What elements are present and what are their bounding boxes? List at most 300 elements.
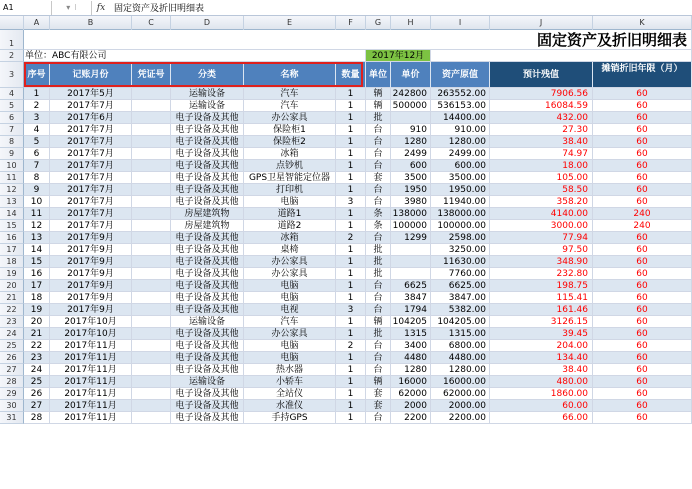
table-cell[interactable]: 77.94: [490, 232, 593, 244]
table-cell[interactable]: 1: [336, 136, 366, 148]
row-header-5[interactable]: 5: [0, 100, 24, 112]
table-cell[interactable]: 电子设备及其他: [171, 328, 244, 340]
table-cell[interactable]: 2017年9月: [50, 280, 132, 292]
table-cell[interactable]: 134.40: [490, 352, 593, 364]
header-7[interactable]: 单位: [366, 62, 391, 88]
table-cell[interactable]: 3847.00: [431, 292, 490, 304]
row-header-17[interactable]: 17: [0, 244, 24, 256]
row-header-14[interactable]: 14: [0, 208, 24, 220]
table-cell[interactable]: 小轿车: [244, 376, 336, 388]
table-cell[interactable]: 1: [336, 316, 366, 328]
table-cell[interactable]: 套: [366, 172, 391, 184]
table-cell[interactable]: 6625: [391, 280, 431, 292]
table-cell[interactable]: 115.41: [490, 292, 593, 304]
table-cell[interactable]: 2: [336, 340, 366, 352]
table-cell[interactable]: 2017年9月: [50, 304, 132, 316]
header-4[interactable]: 分类: [171, 62, 244, 88]
table-cell[interactable]: 60: [593, 292, 692, 304]
column-header-g[interactable]: G: [366, 16, 391, 30]
row-header-26[interactable]: 26: [0, 352, 24, 364]
row-header-10[interactable]: 10: [0, 160, 24, 172]
table-cell[interactable]: 21: [24, 328, 50, 340]
table-cell[interactable]: 辆: [366, 88, 391, 100]
table-cell[interactable]: 232.80: [490, 268, 593, 280]
row-header-11[interactable]: 11: [0, 172, 24, 184]
row-header-6[interactable]: 6: [0, 112, 24, 124]
table-cell[interactable]: 4480.00: [431, 352, 490, 364]
table-cell[interactable]: 台: [366, 412, 391, 424]
table-cell[interactable]: 电子设备及其他: [171, 232, 244, 244]
table-cell[interactable]: 台: [366, 196, 391, 208]
table-cell[interactable]: [391, 268, 431, 280]
table-cell[interactable]: 台: [366, 292, 391, 304]
table-cell[interactable]: 台: [366, 304, 391, 316]
table-cell[interactable]: 138000: [391, 208, 431, 220]
table-cell[interactable]: 3126.15: [490, 316, 593, 328]
table-cell[interactable]: 1794: [391, 304, 431, 316]
table-cell[interactable]: 104205: [391, 316, 431, 328]
table-cell[interactable]: 道路1: [244, 208, 336, 220]
table-cell[interactable]: [132, 220, 171, 232]
table-cell[interactable]: 3: [24, 112, 50, 124]
table-cell[interactable]: 批: [366, 256, 391, 268]
table-cell[interactable]: 2017年10月: [50, 328, 132, 340]
table-cell[interactable]: 道路2: [244, 220, 336, 232]
table-cell[interactable]: 1: [336, 292, 366, 304]
row-header-4[interactable]: 4: [0, 88, 24, 100]
table-cell[interactable]: 2017年11月: [50, 412, 132, 424]
row-header-24[interactable]: 24: [0, 328, 24, 340]
table-cell[interactable]: 电子设备及其他: [171, 292, 244, 304]
table-cell[interactable]: 18.00: [490, 160, 593, 172]
table-cell[interactable]: GPS卫星智能定位器: [244, 172, 336, 184]
table-cell[interactable]: 2: [24, 100, 50, 112]
table-cell[interactable]: 办公家具: [244, 328, 336, 340]
table-cell[interactable]: 电子设备及其他: [171, 112, 244, 124]
table-cell[interactable]: 2000.00: [431, 400, 490, 412]
table-cell[interactable]: 台: [366, 364, 391, 376]
table-cell[interactable]: [132, 136, 171, 148]
column-header-f[interactable]: F: [336, 16, 366, 30]
table-cell[interactable]: 2000: [391, 400, 431, 412]
table-cell[interactable]: 16000.00: [431, 376, 490, 388]
table-cell[interactable]: 358.20: [490, 196, 593, 208]
table-cell[interactable]: 600.00: [431, 160, 490, 172]
table-cell[interactable]: 电子设备及其他: [171, 412, 244, 424]
table-cell[interactable]: 电子设备及其他: [171, 280, 244, 292]
column-header-k[interactable]: K: [593, 16, 692, 30]
table-cell[interactable]: 100000.00: [431, 220, 490, 232]
table-cell[interactable]: [132, 316, 171, 328]
table-cell[interactable]: 条: [366, 220, 391, 232]
table-cell[interactable]: 电子设备及其他: [171, 148, 244, 160]
table-cell[interactable]: 1: [336, 280, 366, 292]
table-cell[interactable]: 6625.00: [431, 280, 490, 292]
row-header-23[interactable]: 23: [0, 316, 24, 328]
table-cell[interactable]: 74.97: [490, 148, 593, 160]
table-cell[interactable]: 60: [593, 160, 692, 172]
header-10[interactable]: 预计残值: [490, 62, 593, 88]
table-cell[interactable]: 2017年7月: [50, 220, 132, 232]
table-cell[interactable]: [132, 172, 171, 184]
row-header-7[interactable]: 7: [0, 124, 24, 136]
table-cell[interactable]: 台: [366, 160, 391, 172]
table-cell[interactable]: 2017年11月: [50, 388, 132, 400]
table-cell[interactable]: 60: [593, 376, 692, 388]
formula-input[interactable]: 固定资产及折旧明细表: [114, 4, 205, 14]
table-cell[interactable]: [132, 376, 171, 388]
table-cell[interactable]: [132, 100, 171, 112]
table-cell[interactable]: 60: [593, 412, 692, 424]
table-cell[interactable]: 1: [336, 376, 366, 388]
table-cell[interactable]: 3: [336, 196, 366, 208]
table-cell[interactable]: [132, 208, 171, 220]
table-cell[interactable]: 1280.00: [431, 364, 490, 376]
table-cell[interactable]: 汽车: [244, 88, 336, 100]
table-cell[interactable]: [132, 388, 171, 400]
table-cell[interactable]: 电子设备及其他: [171, 304, 244, 316]
table-cell[interactable]: [391, 256, 431, 268]
table-cell[interactable]: 66.00: [490, 412, 593, 424]
table-cell[interactable]: 100000: [391, 220, 431, 232]
table-cell[interactable]: 20: [24, 316, 50, 328]
table-cell[interactable]: 1950.00: [431, 184, 490, 196]
table-cell[interactable]: 60: [593, 316, 692, 328]
table-cell[interactable]: 1280: [391, 136, 431, 148]
header-1[interactable]: 序号: [24, 62, 50, 88]
row-header-20[interactable]: 20: [0, 280, 24, 292]
table-cell[interactable]: 60: [593, 136, 692, 148]
table-cell[interactable]: 38.40: [490, 364, 593, 376]
table-cell[interactable]: 28: [24, 412, 50, 424]
table-cell[interactable]: 桌椅: [244, 244, 336, 256]
table-cell[interactable]: 1: [336, 220, 366, 232]
table-cell[interactable]: 27.30: [490, 124, 593, 136]
table-cell[interactable]: 台: [366, 124, 391, 136]
table-cell[interactable]: 600: [391, 160, 431, 172]
table-cell[interactable]: 1: [336, 148, 366, 160]
table-cell[interactable]: 电脑: [244, 280, 336, 292]
table-cell[interactable]: 台: [366, 352, 391, 364]
table-cell[interactable]: 1: [336, 172, 366, 184]
table-cell[interactable]: 1: [336, 112, 366, 124]
table-cell[interactable]: 536153.00: [431, 100, 490, 112]
table-cell[interactable]: [132, 244, 171, 256]
table-cell[interactable]: 批: [366, 268, 391, 280]
table-cell[interactable]: 3500.00: [431, 172, 490, 184]
table-cell[interactable]: 1: [336, 88, 366, 100]
row-header-31[interactable]: 31: [0, 412, 24, 424]
table-cell[interactable]: 1950: [391, 184, 431, 196]
table-cell[interactable]: 2017年11月: [50, 400, 132, 412]
table-cell[interactable]: 2017年11月: [50, 376, 132, 388]
table-cell[interactable]: 办公家具: [244, 268, 336, 280]
table-cell[interactable]: 电子设备及其他: [171, 364, 244, 376]
table-cell[interactable]: 60: [593, 124, 692, 136]
table-cell[interactable]: 138000.00: [431, 208, 490, 220]
table-cell[interactable]: 60: [593, 232, 692, 244]
table-cell[interactable]: 11: [24, 208, 50, 220]
table-cell[interactable]: 热水器: [244, 364, 336, 376]
table-cell[interactable]: [132, 412, 171, 424]
table-cell[interactable]: 台: [366, 148, 391, 160]
row-header-28[interactable]: 28: [0, 376, 24, 388]
row-header-15[interactable]: 15: [0, 220, 24, 232]
table-cell[interactable]: 60: [593, 256, 692, 268]
header-2[interactable]: 记账月份: [50, 62, 132, 88]
table-cell[interactable]: [132, 364, 171, 376]
row-header-2[interactable]: 2: [0, 50, 24, 62]
table-cell[interactable]: 204.00: [490, 340, 593, 352]
table-cell[interactable]: 3000.00: [490, 220, 593, 232]
table-cell[interactable]: [132, 268, 171, 280]
select-all-corner[interactable]: [0, 16, 24, 30]
table-cell[interactable]: 60: [593, 88, 692, 100]
table-cell[interactable]: 14400.00: [431, 112, 490, 124]
table-cell[interactable]: 6: [24, 148, 50, 160]
table-cell[interactable]: 60: [593, 304, 692, 316]
table-cell[interactable]: [132, 184, 171, 196]
table-cell[interactable]: 5: [24, 136, 50, 148]
table-cell[interactable]: 2200.00: [431, 412, 490, 424]
table-cell[interactable]: [132, 400, 171, 412]
table-cell[interactable]: 3980: [391, 196, 431, 208]
column-header-a[interactable]: A: [24, 16, 50, 30]
table-cell[interactable]: 电子设备及其他: [171, 400, 244, 412]
table-cell[interactable]: 1: [336, 208, 366, 220]
table-cell[interactable]: 汽车: [244, 100, 336, 112]
table-cell[interactable]: 2598.00: [431, 232, 490, 244]
table-cell[interactable]: 1: [336, 412, 366, 424]
table-cell[interactable]: 1280: [391, 364, 431, 376]
dropdown-icon[interactable]: ▾: [66, 3, 71, 12]
table-cell[interactable]: 7760.00: [431, 268, 490, 280]
table-cell[interactable]: 263552.00: [431, 88, 490, 100]
table-cell[interactable]: 7: [24, 160, 50, 172]
column-header-i[interactable]: I: [431, 16, 490, 30]
table-cell[interactable]: 1860.00: [490, 388, 593, 400]
table-cell[interactable]: [132, 256, 171, 268]
table-cell[interactable]: 运输设备: [171, 316, 244, 328]
table-cell[interactable]: 1299: [391, 232, 431, 244]
table-cell[interactable]: 60: [593, 112, 692, 124]
table-cell[interactable]: 60: [593, 268, 692, 280]
table-cell[interactable]: 批: [366, 328, 391, 340]
column-header-e[interactable]: E: [244, 16, 336, 30]
table-cell[interactable]: 电脑: [244, 196, 336, 208]
row-header-9[interactable]: 9: [0, 148, 24, 160]
table-cell[interactable]: 105.00: [490, 172, 593, 184]
table-cell[interactable]: 台: [366, 340, 391, 352]
table-cell[interactable]: 3250.00: [431, 244, 490, 256]
table-cell[interactable]: 60: [593, 400, 692, 412]
table-cell[interactable]: 2017年10月: [50, 316, 132, 328]
table-cell[interactable]: 19: [24, 304, 50, 316]
table-cell[interactable]: 1: [336, 352, 366, 364]
table-cell[interactable]: [391, 244, 431, 256]
table-cell[interactable]: 手持GPS: [244, 412, 336, 424]
table-cell[interactable]: 水准仪: [244, 400, 336, 412]
header-5[interactable]: 名称: [244, 62, 336, 88]
table-cell[interactable]: [132, 232, 171, 244]
table-cell[interactable]: 9: [24, 184, 50, 196]
table-cell[interactable]: [391, 112, 431, 124]
table-cell[interactable]: 1: [336, 256, 366, 268]
table-cell[interactable]: 电子设备及其他: [171, 340, 244, 352]
row-header-3[interactable]: 3: [0, 62, 24, 88]
table-cell[interactable]: 7906.56: [490, 88, 593, 100]
table-cell[interactable]: 1280.00: [431, 136, 490, 148]
table-cell[interactable]: 2017年11月: [50, 364, 132, 376]
table-cell[interactable]: 2017年9月: [50, 244, 132, 256]
table-cell[interactable]: 25: [24, 376, 50, 388]
table-cell[interactable]: 2017年9月: [50, 268, 132, 280]
table-cell[interactable]: 60: [593, 280, 692, 292]
table-cell[interactable]: 2017年7月: [50, 136, 132, 148]
table-cell[interactable]: 电子设备及其他: [171, 256, 244, 268]
table-cell[interactable]: 4480: [391, 352, 431, 364]
header-11[interactable]: 摊销折旧年限（月）: [593, 62, 692, 88]
table-cell[interactable]: 台: [366, 232, 391, 244]
table-cell[interactable]: 运输设备: [171, 100, 244, 112]
table-cell[interactable]: [132, 340, 171, 352]
table-cell[interactable]: 电子设备及其他: [171, 172, 244, 184]
table-cell[interactable]: 运输设备: [171, 376, 244, 388]
table-cell[interactable]: 13: [24, 232, 50, 244]
table-cell[interactable]: [132, 160, 171, 172]
row-header-30[interactable]: 30: [0, 400, 24, 412]
table-cell[interactable]: 16000: [391, 376, 431, 388]
table-cell[interactable]: 17: [24, 280, 50, 292]
table-cell[interactable]: 办公家具: [244, 256, 336, 268]
table-cell[interactable]: 1: [336, 388, 366, 400]
table-cell[interactable]: 27: [24, 400, 50, 412]
table-cell[interactable]: 1: [336, 244, 366, 256]
table-cell[interactable]: 房屋建筑物: [171, 220, 244, 232]
table-cell[interactable]: 18: [24, 292, 50, 304]
table-cell[interactable]: 运输设备: [171, 88, 244, 100]
table-cell[interactable]: 2017年7月: [50, 148, 132, 160]
table-cell[interactable]: [132, 88, 171, 100]
table-cell[interactable]: 1: [336, 268, 366, 280]
table-cell[interactable]: 198.75: [490, 280, 593, 292]
table-cell[interactable]: 点钞机: [244, 160, 336, 172]
table-cell[interactable]: 汽车: [244, 316, 336, 328]
table-cell[interactable]: 2017年7月: [50, 184, 132, 196]
table-cell[interactable]: 2017年9月: [50, 256, 132, 268]
row-header-16[interactable]: 16: [0, 232, 24, 244]
table-cell[interactable]: [132, 196, 171, 208]
table-cell[interactable]: 15: [24, 256, 50, 268]
table-cell[interactable]: 保险柜2: [244, 136, 336, 148]
table-cell[interactable]: [132, 328, 171, 340]
table-cell[interactable]: 2: [336, 232, 366, 244]
table-cell[interactable]: 480.00: [490, 376, 593, 388]
table-cell[interactable]: [132, 280, 171, 292]
table-cell[interactable]: 240: [593, 208, 692, 220]
row2-empty[interactable]: [431, 50, 692, 62]
table-cell[interactable]: 房屋建筑物: [171, 208, 244, 220]
table-cell[interactable]: 2017年7月: [50, 208, 132, 220]
table-cell[interactable]: 26: [24, 388, 50, 400]
table-cell[interactable]: 套: [366, 400, 391, 412]
table-cell[interactable]: 批: [366, 244, 391, 256]
table-cell[interactable]: 910: [391, 124, 431, 136]
table-cell[interactable]: 电脑: [244, 292, 336, 304]
table-cell[interactable]: 1: [336, 100, 366, 112]
table-cell[interactable]: 2017年7月: [50, 196, 132, 208]
table-cell[interactable]: 冰箱: [244, 232, 336, 244]
table-cell[interactable]: 60: [593, 388, 692, 400]
table-cell[interactable]: 1: [336, 124, 366, 136]
table-cell[interactable]: 电子设备及其他: [171, 136, 244, 148]
column-header-c[interactable]: C: [132, 16, 171, 30]
table-cell[interactable]: 432.00: [490, 112, 593, 124]
table-cell[interactable]: [132, 292, 171, 304]
row-header-29[interactable]: 29: [0, 388, 24, 400]
table-cell[interactable]: 16: [24, 268, 50, 280]
table-cell[interactable]: 辆: [366, 376, 391, 388]
row-header-13[interactable]: 13: [0, 196, 24, 208]
table-cell[interactable]: 242800: [391, 88, 431, 100]
table-cell[interactable]: 条: [366, 208, 391, 220]
table-cell[interactable]: 4: [24, 124, 50, 136]
table-cell[interactable]: 1315: [391, 328, 431, 340]
table-cell[interactable]: 60: [593, 328, 692, 340]
insert-function-icon[interactable]: fx: [96, 2, 106, 13]
table-cell[interactable]: 22: [24, 340, 50, 352]
table-cell[interactable]: 电脑: [244, 352, 336, 364]
table-cell[interactable]: 12: [24, 220, 50, 232]
table-cell[interactable]: 39.45: [490, 328, 593, 340]
header-3[interactable]: 凭证号: [132, 62, 171, 88]
table-cell[interactable]: 5382.00: [431, 304, 490, 316]
table-cell[interactable]: 60.00: [490, 400, 593, 412]
table-cell[interactable]: 58.50: [490, 184, 593, 196]
table-cell[interactable]: 3400: [391, 340, 431, 352]
table-cell[interactable]: 23: [24, 352, 50, 364]
table-cell[interactable]: 辆: [366, 100, 391, 112]
table-cell[interactable]: 240: [593, 220, 692, 232]
table-cell[interactable]: 2017年7月: [50, 160, 132, 172]
header-8[interactable]: 单价: [391, 62, 431, 88]
table-cell[interactable]: 4140.00: [490, 208, 593, 220]
table-cell[interactable]: 2017年11月: [50, 340, 132, 352]
table-cell[interactable]: 套: [366, 388, 391, 400]
table-cell[interactable]: 38.40: [490, 136, 593, 148]
table-cell[interactable]: 8: [24, 172, 50, 184]
table-cell[interactable]: 电视: [244, 304, 336, 316]
table-cell[interactable]: 348.90: [490, 256, 593, 268]
table-cell[interactable]: 500000: [391, 100, 431, 112]
table-cell[interactable]: 1: [336, 400, 366, 412]
column-header-h[interactable]: H: [391, 16, 431, 30]
company-label[interactable]: 单位：ABC有限公司: [24, 50, 366, 62]
table-cell[interactable]: 60: [593, 184, 692, 196]
table-cell[interactable]: 6800.00: [431, 340, 490, 352]
table-cell[interactable]: 办公家具: [244, 112, 336, 124]
table-cell[interactable]: 60: [593, 364, 692, 376]
table-cell[interactable]: 10: [24, 196, 50, 208]
table-cell[interactable]: 台: [366, 184, 391, 196]
table-cell[interactable]: 2017年7月: [50, 172, 132, 184]
sheet-title[interactable]: 固定资产及折旧明细表: [24, 30, 692, 50]
table-cell[interactable]: 3847: [391, 292, 431, 304]
header-9[interactable]: 资产原值: [431, 62, 490, 88]
table-cell[interactable]: 97.50: [490, 244, 593, 256]
table-cell[interactable]: 14: [24, 244, 50, 256]
table-cell[interactable]: 1315.00: [431, 328, 490, 340]
